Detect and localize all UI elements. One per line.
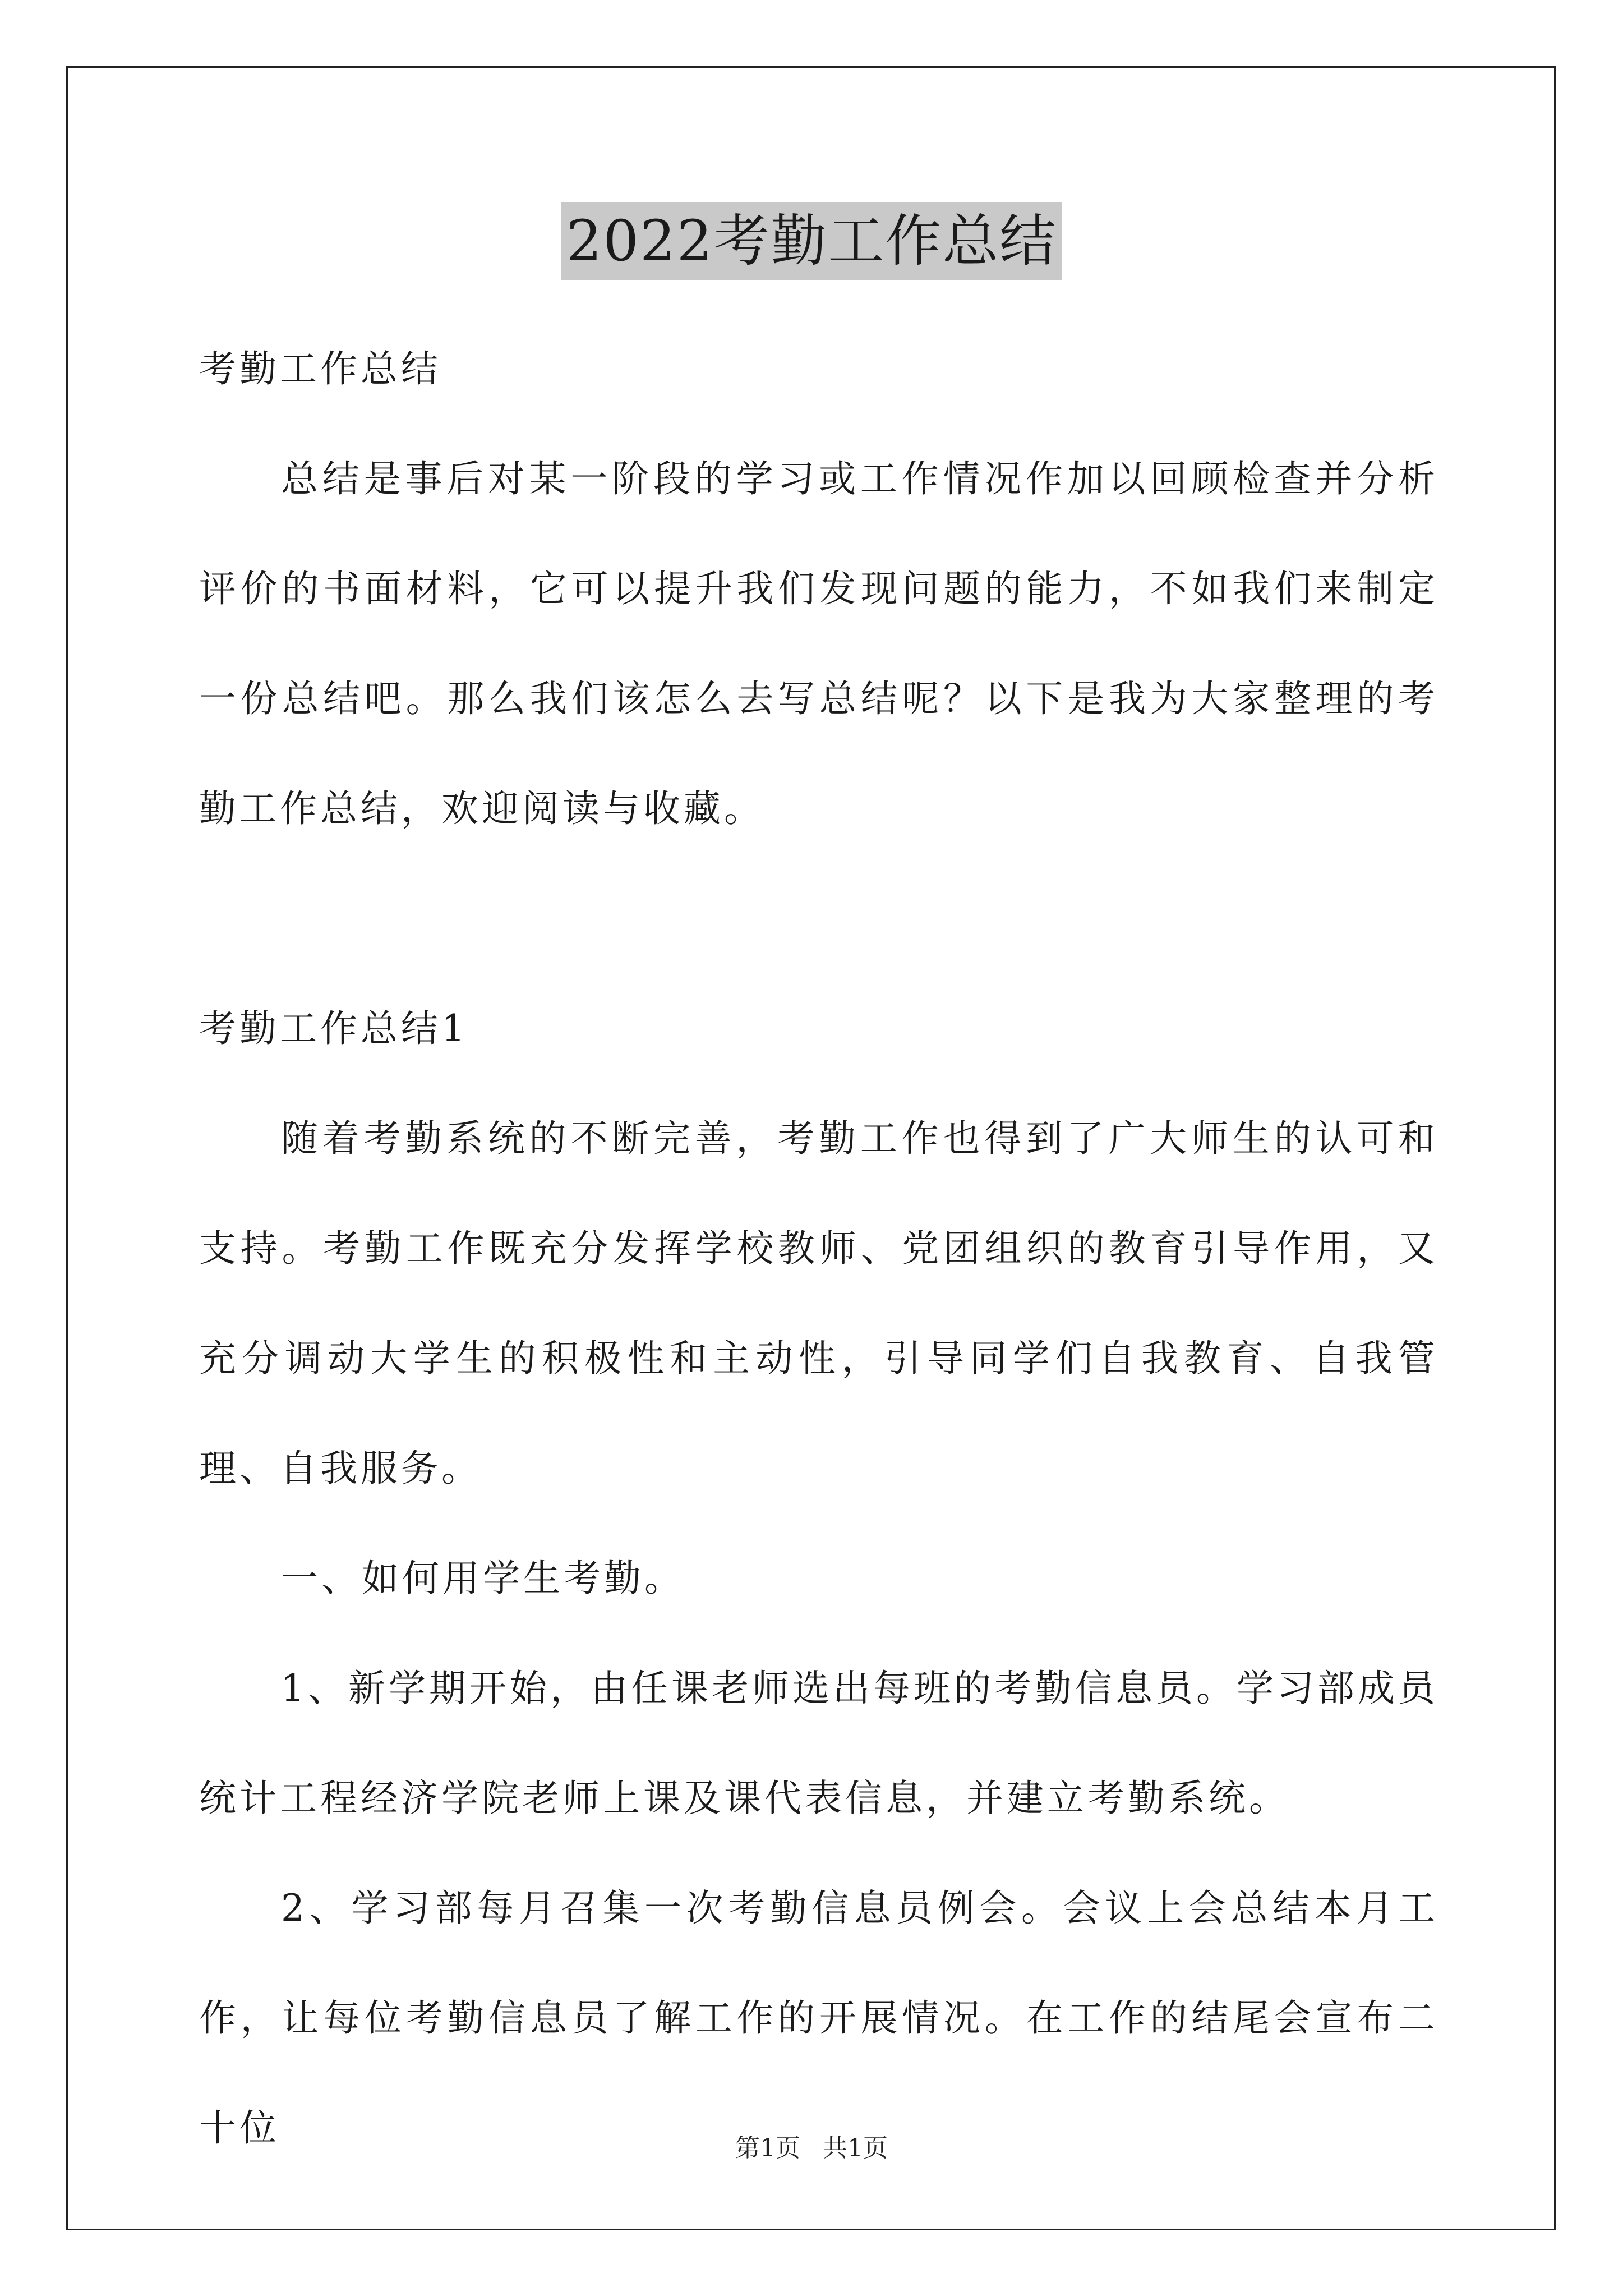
- page-total: 共1页: [823, 2134, 888, 2162]
- body-paragraph: 2、学习部每月召集一次考勤信息员例会。会议上会总结本月工作，让每位考勤信息员了解工作的开展情况。在工作的结尾会宣布二十位: [199, 1887, 1438, 2150]
- page-number: 第1页: [735, 2134, 800, 2162]
- document-title: 2022考勤工作总结: [561, 202, 1063, 280]
- body-paragraph: 总结是事后对某一阶段的学习或工作情况作加以回顾检查并分析评价的书面材料，它可以提升我们发现问题的能力，不如我们来制定一份总结吧。那么我们该怎么去写总结呢？以下是我为大家整理的考勤工作总结，欢迎阅读与收藏。: [199, 457, 1438, 830]
- title-container: [0, 202, 1623, 280]
- body-paragraph: 1、新学期开始，由任课老师选出每班的考勤信息员。学习部成员统计工程经济学院老师上课及课代表信息，并建立考勤系统。: [199, 1667, 1438, 1820]
- document-body: [199, 314, 1438, 2183]
- body-paragraph: 一、如何用学生考勤。: [281, 1557, 685, 1600]
- section-heading: 考勤工作总结1: [199, 1007, 468, 1050]
- body-paragraph: 随着考勤系统的不断完善，考勤工作也得到了广大师生的认可和支持。考勤工作既充分发挥学校教师、党团组织的教育引导作用，又充分调动大学生的积极性和主动性，引导同学们自我教育、自我管理、自我服务。: [199, 1117, 1438, 1490]
- section-heading: 考勤工作总结: [199, 347, 441, 390]
- page-footer: [0, 2132, 1623, 2165]
- blank-line: [199, 864, 1438, 974]
